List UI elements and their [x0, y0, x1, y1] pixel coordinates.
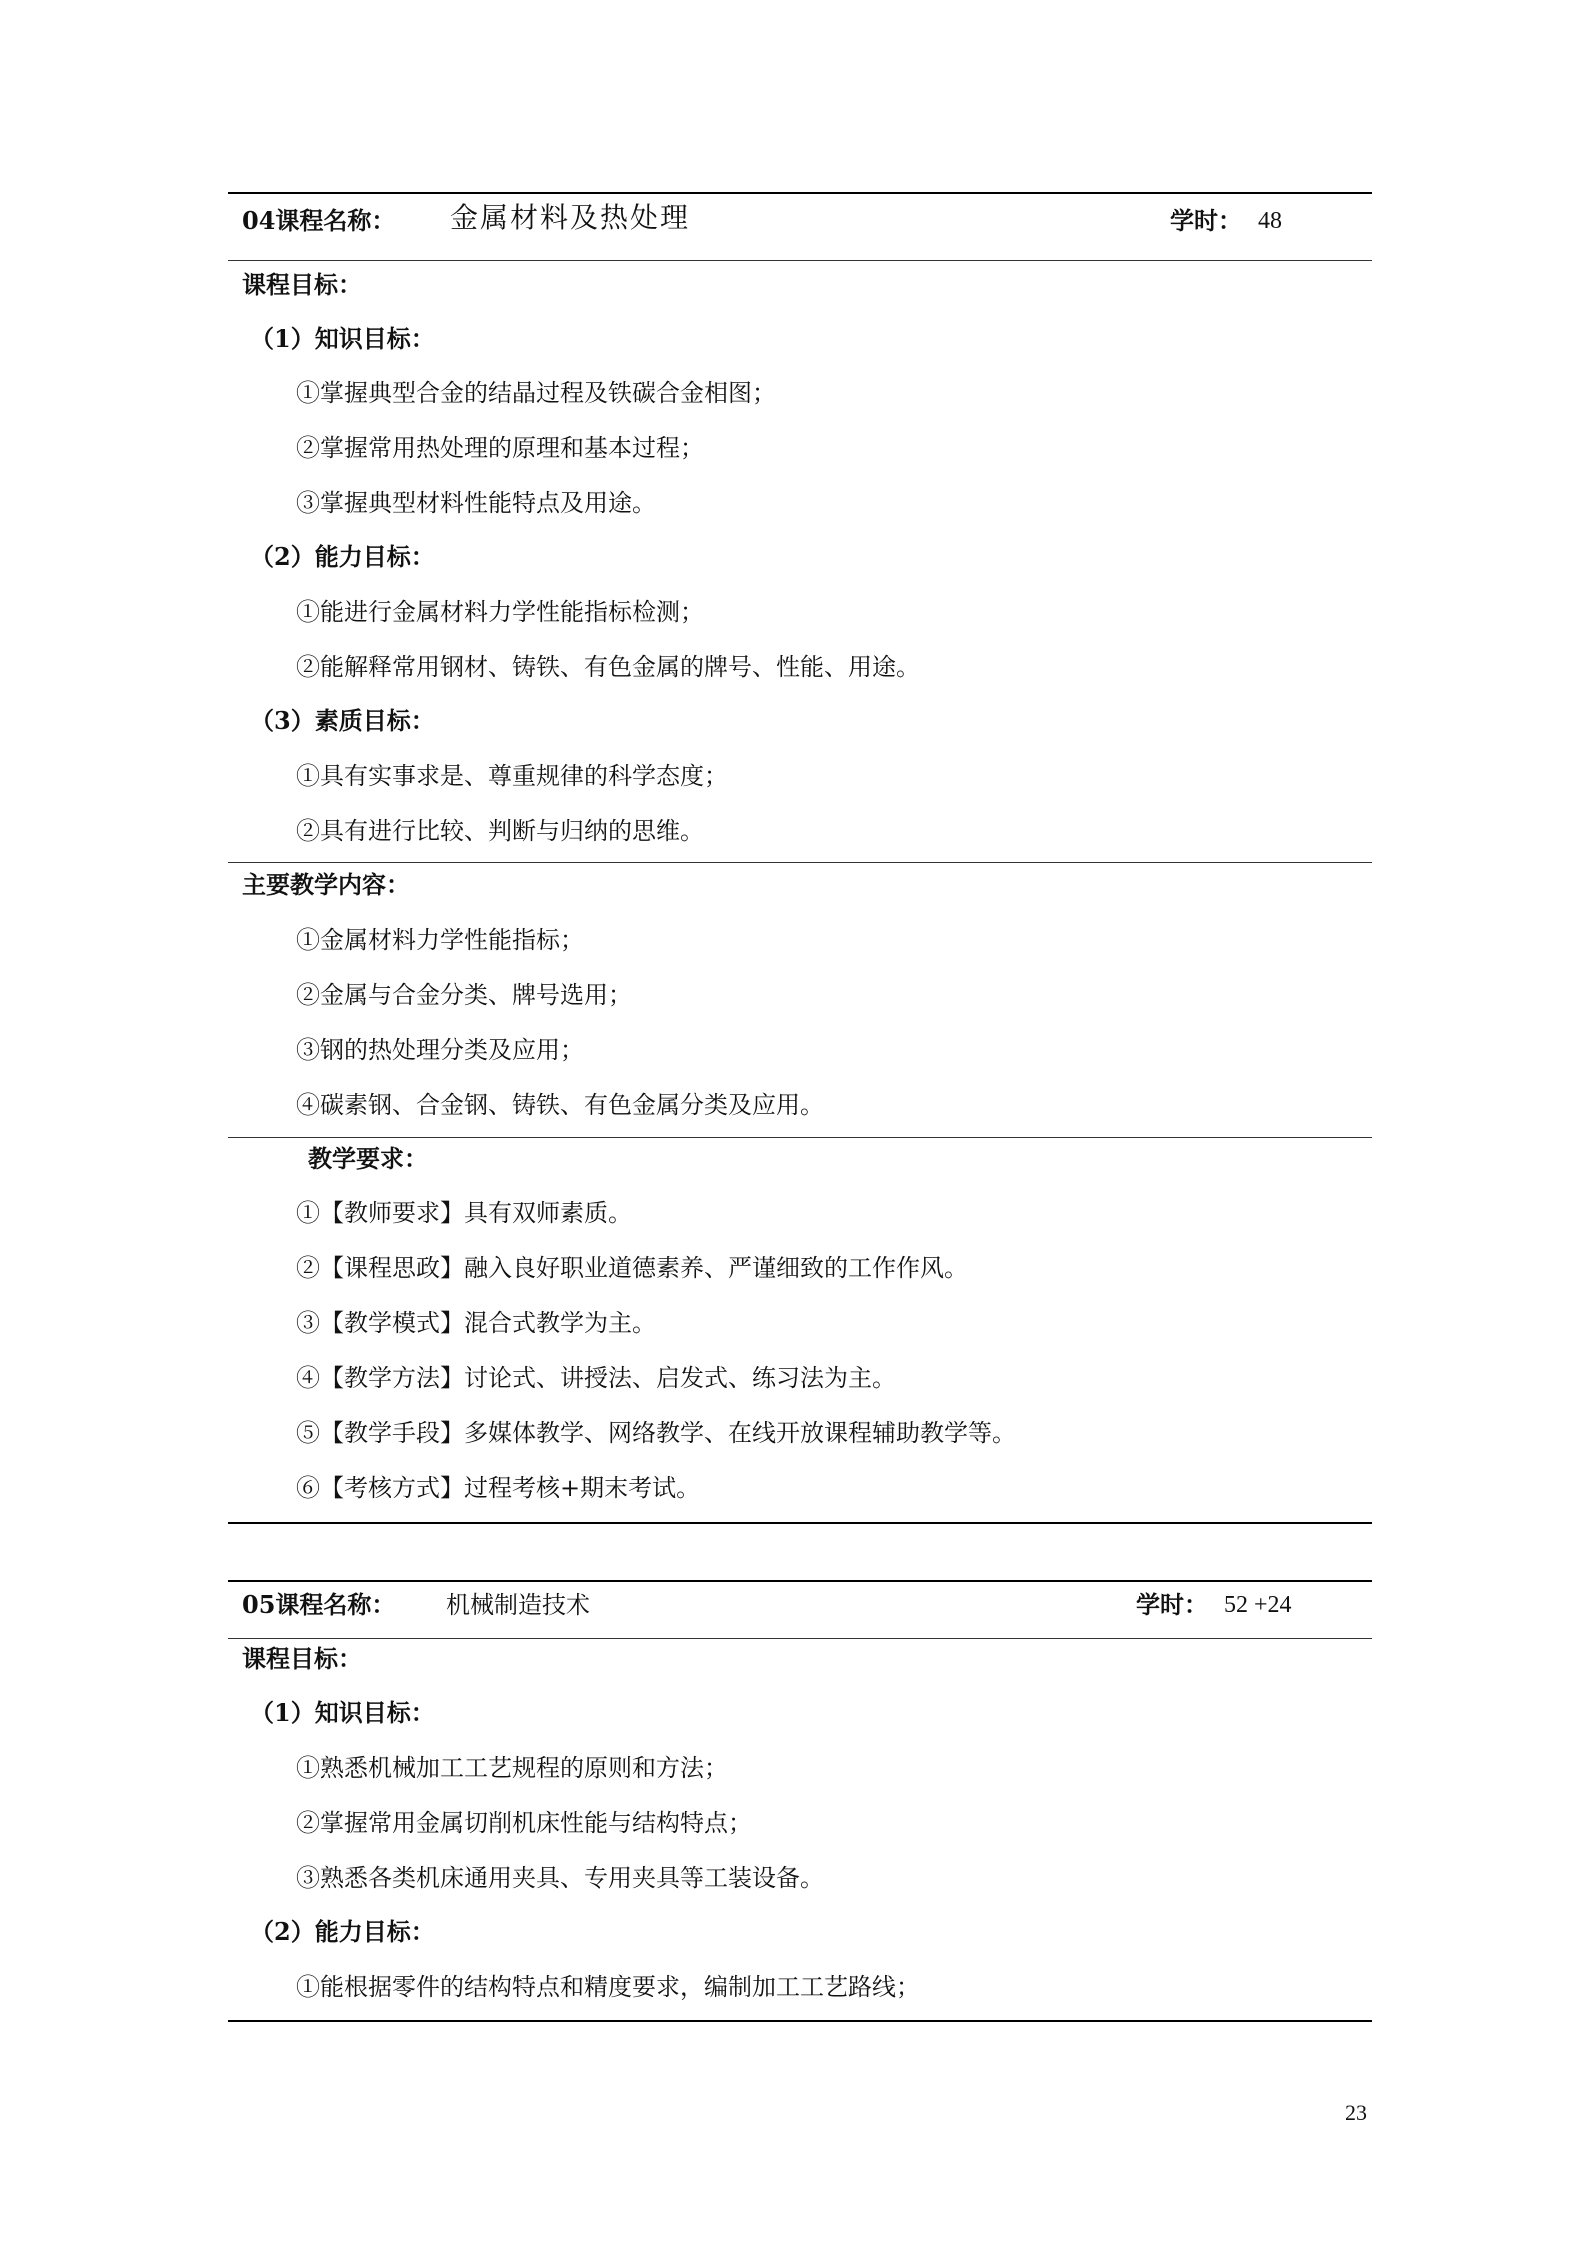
course-title-value: 金属材料及热处理	[450, 201, 691, 234]
hours-label: 学时：	[1136, 1590, 1208, 1619]
requirements-heading: 教学要求：	[308, 1144, 428, 1173]
requirement-item: ⑤【教学手段】多媒体教学、网络教学、在线开放课程辅助教学等。	[296, 1419, 1016, 1447]
requirement-item: ①【教师要求】具有双师素质。	[296, 1199, 632, 1227]
hours-value: 52 +24	[1224, 1592, 1292, 1618]
top-rule	[228, 192, 1372, 194]
requirements-divider	[228, 1137, 1372, 1138]
page-number: 23	[1345, 2100, 1367, 2125]
course-block-05	[228, 1580, 1372, 2030]
ability-heading: （2）能力目标：	[250, 1917, 435, 1946]
objectives-heading: 课程目标：	[242, 270, 362, 299]
knowledge-item: ③熟悉各类机床通用夹具、专用夹具等工装设备。	[296, 1864, 824, 1892]
requirement-item: ②【课程思政】融入良好职业道德素养、严谨细致的工作作风。	[296, 1254, 968, 1282]
knowledge-item: ②掌握常用金属切削机床性能与结构特点；	[296, 1809, 752, 1837]
bottom-rule	[228, 1522, 1372, 1524]
objectives-heading: 课程目标：	[242, 1644, 362, 1673]
ability-heading: （2）能力目标：	[250, 542, 435, 571]
knowledge-heading: （1）知识目标：	[250, 324, 435, 353]
bottom-rule	[228, 2020, 1372, 2022]
content-divider	[228, 862, 1372, 863]
course-title-label: 05课程名称：	[242, 1590, 396, 1619]
content-item: ①金属材料力学性能指标；	[296, 926, 584, 954]
knowledge-item: ②掌握常用热处理的原理和基本过程；	[296, 434, 704, 462]
content-item: ④碳素钢、合金钢、铸铁、有色金属分类及应用。	[296, 1091, 824, 1119]
quality-item: ②具有进行比较、判断与归纳的思维。	[296, 817, 704, 845]
quality-item: ①具有实事求是、尊重规律的科学态度；	[296, 762, 728, 790]
content-item: ②金属与合金分类、牌号选用；	[296, 981, 632, 1009]
requirement-item: ③【教学模式】混合式教学为主。	[296, 1309, 656, 1337]
knowledge-item: ①掌握典型合金的结晶过程及铁碳合金相图；	[296, 379, 776, 407]
ability-item: ①能进行金属材料力学性能指标检测；	[296, 598, 704, 626]
ability-item: ①能根据零件的结构特点和精度要求，编制加工工艺路线；	[296, 1973, 920, 2001]
course-block-04	[228, 192, 1372, 1532]
title-divider	[228, 260, 1372, 261]
knowledge-heading: （1）知识目标：	[250, 1698, 435, 1727]
knowledge-item: ①熟悉机械加工工艺规程的原则和方法；	[296, 1754, 728, 1782]
content-heading: 主要教学内容：	[242, 870, 410, 899]
course-title-label: 04课程名称：	[242, 206, 396, 235]
hours-value: 48	[1258, 208, 1282, 234]
course-title-value: 机械制造技术	[446, 1591, 590, 1619]
quality-heading: （3）素质目标：	[250, 706, 435, 735]
requirement-item: ⑥【考核方式】过程考核+期末考试。	[296, 1474, 701, 1502]
ability-item: ②能解释常用钢材、铸铁、有色金属的牌号、性能、用途。	[296, 653, 920, 681]
knowledge-item: ③掌握典型材料性能特点及用途。	[296, 489, 656, 517]
hours-label: 学时：	[1170, 206, 1242, 235]
title-divider	[228, 1638, 1372, 1639]
top-rule	[228, 1580, 1372, 1582]
requirement-item: ④【教学方法】讨论式、讲授法、启发式、练习法为主。	[296, 1364, 896, 1392]
content-item: ③钢的热处理分类及应用；	[296, 1036, 584, 1064]
